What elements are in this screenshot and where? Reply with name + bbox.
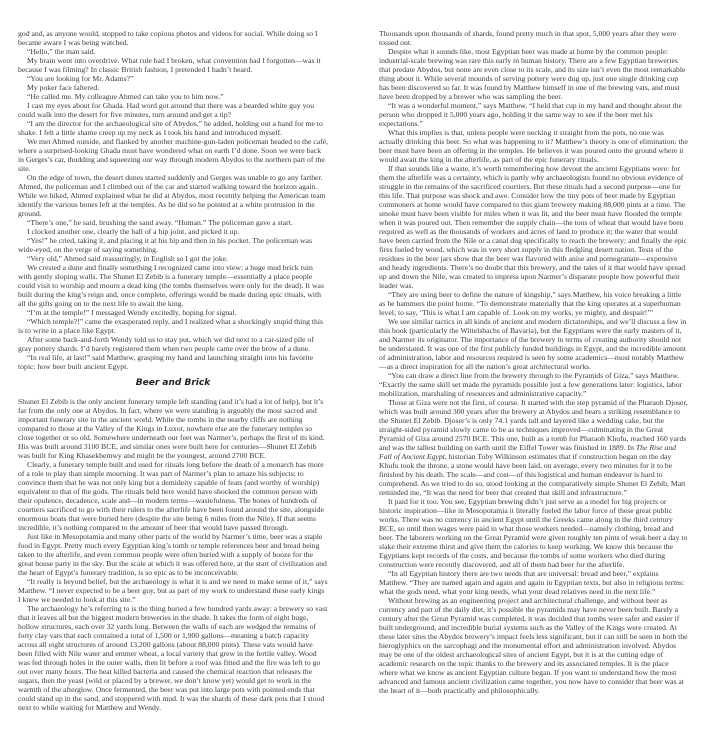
paragraph: “It really is beyond belief, but the archaeology is what it is and we need to make sense of it,” says Matthew. “I never expected to be a beer guy, but as part of my work to understand these early kings I knew we needed to look at this site.” bbox=[18, 577, 328, 604]
paragraph: The archaeology he’s referring to is the thing buried a few hundred yards away: a brewery so vast that it leaves all but the biggest modern breweries in the shade. It takes the form of eight huge, hollow structures, each over 32 yards long. Between the walls of each are wedged the remains of forty clay vats that each contained a total of 1,500 or 1,900 gallons—meaning a batch capacity across all eight structures of around 13,200 gallons (about 88,000 pints). These vats would have been filled with Nile water and emmer wheat, a local variety that grew in the fertile valley. Wood was fed through holes in the outer walls, then lit before a roof was fitted and the fire was left to go out over many hours. The heat killed bacteria and caused the chemical reaction that releases the sugars, then the yeast (wild or placed by a brewer, we don’t know yet) would get to work in the warmth of the afterglow. Once fermented, the beer was put into large pots with pointed ends that could stand up in the sand, and stoppered with mud. It was the shards of these dark pots that I stood next to while waiting for Matthew and Wendy. bbox=[18, 604, 328, 712]
paragraph: Despite what it sounds like, most Egyptian beer was made at home by the common people: industrial-scale brewing was rare this early in human history. There are a few Egyptian breweries that predate Abydos, but none are even close to its scale, and its size isn’t even the most remarkable thing about it. While several mounds of serving pottery were dug up, just one single drinking cup has been discovered so far. It was found by Matthew himself in one of the brewing vats, and must have been dropped by a brewer who was sampling the beer. bbox=[379, 47, 686, 101]
text-block-before-heading bbox=[18, 29, 328, 371]
paragraph: “Which temple?!” came the exasperated reply, and I realized what a shockingly stupid thing this is to write in a place like Egypt. bbox=[18, 317, 323, 335]
paragraph: “In real life, at last!” said Matthew, grasping my hand and launching straight into his favorite topic: how beer built ancient Egypt. bbox=[18, 353, 314, 371]
section-heading: Beer and Brick bbox=[135, 378, 211, 388]
paragraph: I cast my eyes about for Ghada. Had word got around that there was a bearded white guy you could walk into the desert for five minutes, turn around and get a tip? bbox=[18, 101, 315, 119]
left-column bbox=[18, 29, 328, 712]
paragraph: “You are looking for Mr. Adams?” bbox=[27, 74, 134, 83]
paragraph: After some back-and-forth Wendy told us to stay put, which we did next to a car-sized pile of gray pottery shards. I’d barely registered them when two people came over the brow of a dune. bbox=[18, 335, 314, 353]
paragraph: god and, as anyone would, stopped to take copious photos and videos for social. While doing so I became aware I was being watched. bbox=[18, 29, 318, 47]
paragraph: “He called me. My colleague Ahmed can take you to him now.” bbox=[27, 92, 224, 101]
paragraph: Just like in Mesopotamia and many other parts of the world by Narmer’s time, beer was a staple food in Egypt. Pretty much every Egyptian king’s tomb or temple references beer and bread being taken to the afterlife, and even common people were often buried with a supply of booze for the great house party in the sky. But the scale at which it was offered here, at the start of civilization and the heart of Egypt’s funerary tradition, is so epic as to be inconceivable. bbox=[18, 532, 327, 577]
paragraph: My poker face faltered. bbox=[27, 83, 100, 92]
paragraph: “Hello,” the man said. bbox=[27, 47, 96, 56]
paragraph: On the edge of town, the desert dunes started suddenly and Gerges was unable to go any farther. Ahmed, the policeman and I climbed out of the car and started walking toward the horizon again. While we hiked, Ahmed explained what he did at Abydos, most recently helping the American team identify the various bones left at the temples. As he did so he pointed at a white protrusion in the ground. bbox=[18, 173, 326, 218]
paragraph: We see similar tactics in all kinds of ancient and modern dictatorships, and we’ll discuss a few in this book (particularly the Wittelsbachs of Bavaria), but the Egyptians were the early masters of it, and Narmer its originator. The importance of the brewery in terms of creating authority should not be understated. It was one of the first publicly funded buildings in Egypt, and the incredible amount of administration, labor and resources required is seen by some academics—most notably Matthew—as a direct inspiration for all the nation’s great architectural works. bbox=[379, 317, 687, 371]
paragraph: I clocked another one, clearly the ball of a hip joint, and picked it up. bbox=[27, 227, 240, 236]
paragraph-giza bbox=[379, 398, 689, 497]
paragraph: Thousands upon thousands of shards, found pretty much in that spot, 5,000 years after they were tossed out. bbox=[379, 29, 677, 47]
right-column bbox=[379, 29, 689, 695]
paragraph: “They are using beer to define the nature of kingship,” says Matthew, his voice breaking a little as he hammers the point home. “To demonstrate materially that the king operates at a superhuman level; to say, ‘This is what I am capable of. Look on my works, ye mighty, and despair!’” bbox=[379, 290, 682, 317]
paragraph: Clearly, a funerary temple built and used for rituals long before the death of a monarch has more of a role to play than simple mourning. It was part of Narmer’s plan to amaze his subjects; to convince them that he was not only king but a demideity capable of feats (and worthy of worship) equivalent to that of the gods. The rituals held here would have shocked the common person with their opulence, decadence, scale and—in modern terms—wastefulness. The bones of hundreds of courtiers sacrificed to go with their rulers to the afterlife have been found around the site, alongside enormous boats that were buried here (despite the site being 6 miles from the Nile). If that seems incredible, it’s nothing compared to the amount of beer that would have passed through. bbox=[18, 460, 324, 532]
paragraph: “In all Egyptian history there are two needs that are universal: bread and beer,” explains Matthew. “They are named again and again and again in Egyptian texts, but also in religious terms: what the gods need, what your king needs, what your dead relatives need in the next life.” bbox=[379, 569, 685, 596]
paragraph: Without brewing as an engineering project and architectural challenge, and without beer as currency and part of the daily diet, it’s possible the pyramids may have never been built. Barely a century after the Great Pyramid was completed, it was decided that tombs were safer and easier if built underground, and incredible burial systems such as the Valley of the Kings were created. At these later sites the Abydos brewery’s impact feels less significant, but it can still be seen in both the hieroglyphics on the sarcophagi and the monumental effort and administration involved. Abydos may be one of the oldest archaeological sites of ancient Egypt, but it is at the cutting edge of academic research on the topic thanks to the brewery and its associated temples. It is the place where what we know as ancient Egyptian culture began. If you want to understand how the most advanced and famous ancient civilization came together, you now have to consider that beer was at the heart of it—both practically and philosophically. bbox=[379, 596, 688, 695]
book-title: The Rise and Fall of Ancient Egypt bbox=[379, 443, 677, 461]
text-block-after-heading bbox=[18, 397, 328, 712]
paragraph: “Very old,” Ahmed said reassuringly, in English so I got the joke. bbox=[27, 254, 229, 263]
paragraph: “I am the director for the archaeological site of Abydos,” he added, holding out a hand for me to shake. I felt a little shame creep up my neck as I took his hand and introduced myself. bbox=[18, 119, 323, 137]
paragraph: My brain went into overdrive. What rule had I broken, what convention had I forgotten—was it because I was filming? In classic British fashion, I pretended I hadn’t heard. bbox=[18, 56, 321, 74]
paragraph: If that sounds like a waste, it’s worth remembering how devout the ancient Egyptians were: for them the afterlife was a certainty, which is partly why archaeologists found no obvious evidence of struggle in the remains of the sacrificed courtiers. But these rituals had a second purpose—one for this life. That purpose was shock and awe. Consider how the tiny pots of beer made by Egyptian commoners at home would have compared to this giant brewery making 88,000 pints at a time. The smoke must have been visible for miles when it was lit, and the beer must have flooded the temple when it was poured out. Then remember the supply chain—the tons of wheat that would have been required as well as the thousands of workers and acres of land to produce it; the water that would have been carried from the Nile or a canal dug specifically to reach the brewery; and finally the epic fires fueled by wood, which was in very short supply in this fledgling desert nation. Tests of the residues in the beer jars show that the beer was flavored with anise and pomegranate—expensive and heady ingredients. There’s no doubt that this brewery, and the tales of it that would have spread up and down the Nile, was created to impress upon Narmer’s disparate people how powerful their leader was. bbox=[379, 164, 688, 290]
paragraph: Shunet El Zebib is the only ancient funerary temple left standing (and it’s had a lot of help), but it’s far from the only one at Abydos. In fact, where we were standing is arguably the most sacred and important funerary site in the ancient world. While the tombs in the nearby cliffs are nothing compared to those at the Valley of the Kings in Luxor, nowhere else are the funerary temples so close together or so old. Somewhere underneath our feet was Narmer’s, perhaps the first of its kind. His was built around 3100 BCE, and similar ones were built here for centuries—Shunet El Zebib was built for King Khasekhemwy and might be the youngest, around 2700 BCE. bbox=[18, 397, 325, 460]
text-block-right-end bbox=[379, 497, 689, 695]
paragraph: We crested a dune and finally something I recognized came into view: a huge mud brick ruin with gently sloping walls. The Shunet El Zebib is a funerary temple—essentially a place people could visit to worship and mourn a dead king (the tombs themselves were only for the dead). It was built during the king’s reign and, once complete, offerings would be made during epic rituals, with all the gifts going on to the next life to await the king. bbox=[18, 263, 324, 308]
giza-text-start: Those at Giza were not the first, of course. It started with the step pyramid of the Pharaoh Djoser, which was built around 300 years after the brewery at Abydos and bears a striking resemblance to the Shunet El Zebib. Djoser’s is only 74.1 yards tall and layered like a wedding cake, but the straight-sided pyramid slowly came to be as techniques improved—culminating in the Great Pyramid of Giza around 2570 BCE. This one, built as a tomb for Pharaoh Khufu, reached 160 yards and was the tallest building on earth until the Eiffel Tower was finished in 1889. In bbox=[379, 398, 688, 452]
paragraph: It paid for it too. You see, Egyptian brewing didn’t just serve as a model for big projects or historic inspiration—like in Mesopotamia it literally fueled the labor force of these great public works. There was no currency in ancient Egypt until the Greeks came along in the third century BCE, so until then wages were paid in what those workers needed—namely clothing, bread and beer. The laborers working on the Great Pyramid were given roughly ten pints of weak beer a day to slake their extreme thirst and give them the calories to keep working. We know this because the Egyptians kept records of the costs, and because the tombs of some workers who died during construction were recently discovered, and all of them had beer for the afterlife. bbox=[379, 497, 688, 569]
paragraph: “It was a wonderful moment,” says Matthew. “I held that cup in my hand and thought about the person who dropped it 5,000 years ago, holding it the same way to see if the beer met his expectations.” bbox=[379, 101, 682, 128]
paragraph: We met Ahmed outside, and flanked by another machine-gun-laden policeman headed to the café, where a surprised-looking Ghada must have wondered what on earth I’d done. Soon we were back in Gerges’s car, thudding and squeezing our way through modern Abydos to the northern part of the site. bbox=[18, 137, 329, 173]
paragraph: “I’m at the temple!” I messaged Wendy excitedly, hoping for signal. bbox=[27, 308, 237, 317]
paragraph: What this implies is that, unless people were necking it straight from the pots, no one was actually drinking this beer. So what was happening to it? Matthew’s theory is one of elimination: the beer must have been an offering in the temples. He believes it was poured onto the ground where it would await the king in the afterlife, as part of the epic funerary rituals. bbox=[379, 128, 688, 164]
paragraph: “You can draw a direct line from the brewery through to the Pyramids of Giza,” says Matthew. “Exactly the same skill set made the pyramids possible just a few generations later: logistics, labor mobilization, marshaling of resources and administrative capacity.” bbox=[379, 371, 683, 398]
paragraph: “Yes!” he cried, taking it, and placing it at his hip and then in his pocket. The policeman was wide-eyed, on the verge of saying something. bbox=[18, 236, 312, 254]
text-block-right-main bbox=[379, 29, 689, 398]
giza-text-end: , historian Toby Wilkinson estimates that if construction began on the day Khufu took the throne, a stone would have been laid, on average, every two minutes for it to be finished by his death. The scale—and cost—of this logistical and human endeavor is hard to comprehend. As we tried to do so, stood looking at the comparatively simple Shunet El Zebib, Matt reminded me, “It was the need for beer that created that skill and infrastructure.” bbox=[379, 452, 686, 497]
paragraph: “There’s one,” he said, brushing the sand away. “Human.” The policeman gave a start. bbox=[27, 218, 293, 227]
